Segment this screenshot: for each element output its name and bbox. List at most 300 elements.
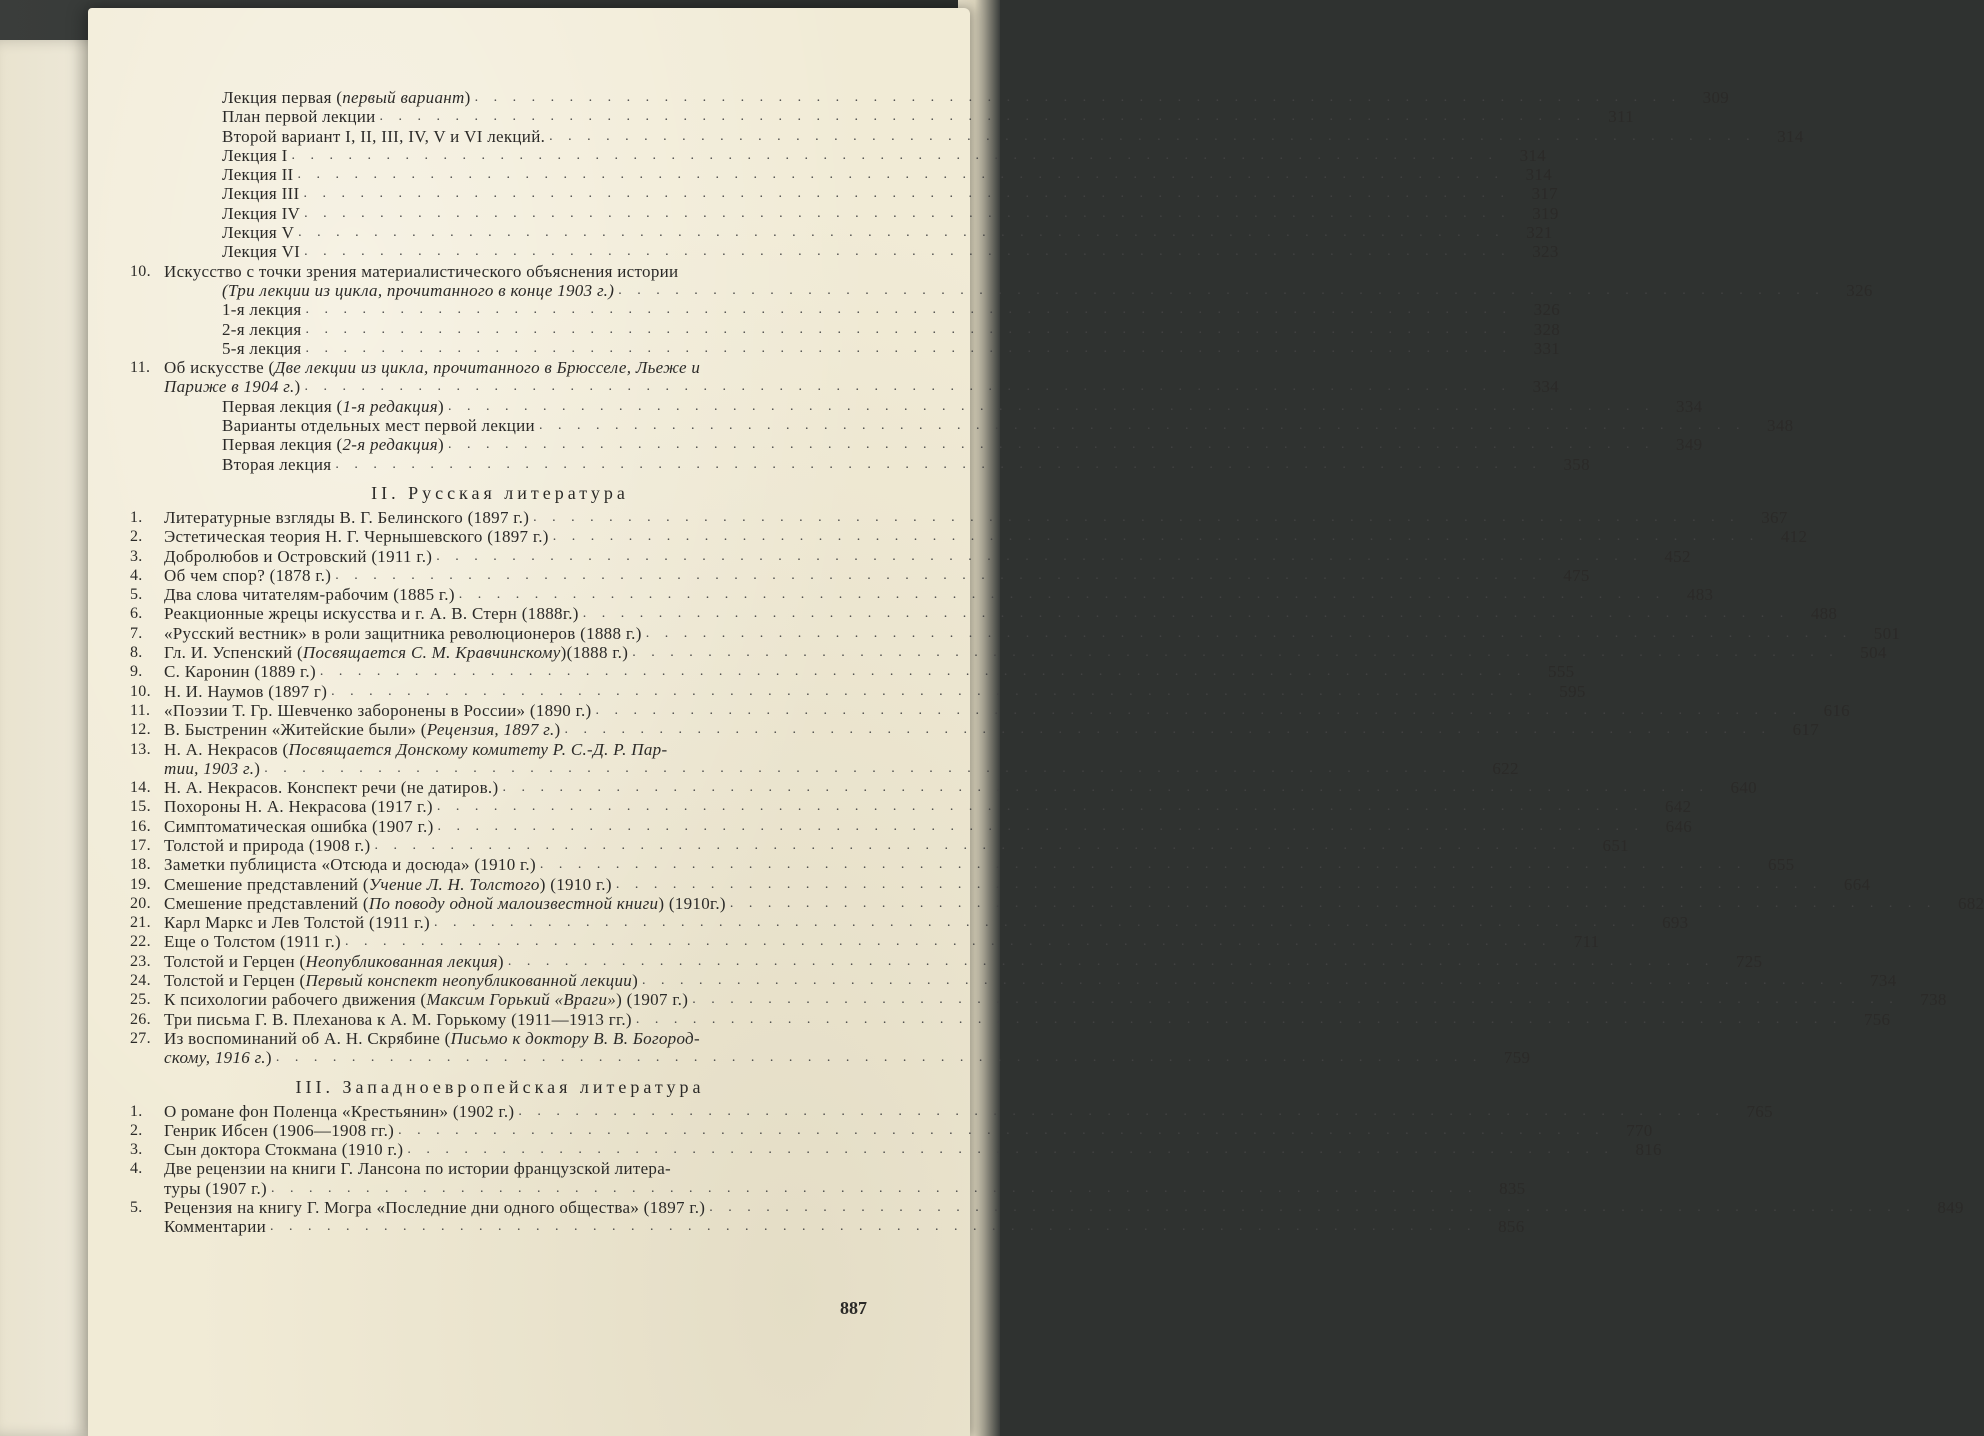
entry-title-italic: Париже в 1904 г. bbox=[164, 377, 295, 397]
entry-page-number: 321 bbox=[1526, 223, 1553, 243]
entry-page-number: 314 bbox=[1777, 126, 1804, 146]
dot-leader bbox=[272, 1048, 1483, 1067]
toc-entry bbox=[130, 507, 1788, 527]
entry-title bbox=[164, 508, 529, 527]
entry-number: 13. bbox=[130, 740, 151, 758]
entry-title-text: Лекция II bbox=[222, 165, 294, 185]
entry-title bbox=[164, 643, 628, 662]
dot-leader bbox=[498, 778, 1709, 797]
toc-entry bbox=[130, 700, 1850, 720]
toc-entry bbox=[130, 416, 1794, 436]
entry-page-number: 323 bbox=[1532, 242, 1559, 262]
toc-entry bbox=[130, 913, 1689, 933]
entry-page-number: 664 bbox=[1843, 874, 1871, 894]
entry-title bbox=[222, 397, 444, 416]
toc-entry bbox=[130, 585, 1714, 605]
dot-leader bbox=[432, 547, 1643, 566]
dot-leader bbox=[260, 759, 1471, 778]
entry-page-number: 314 bbox=[1519, 145, 1547, 165]
dot-leader bbox=[302, 339, 1513, 358]
dot-leader bbox=[705, 1198, 1916, 1217]
entry-title-text: Карл Маркс и Лев Толстой (1911 г.) bbox=[164, 913, 430, 933]
entry-number: 12. bbox=[130, 721, 151, 739]
entry-title bbox=[222, 88, 471, 107]
entry-title bbox=[222, 242, 300, 261]
entry-title bbox=[164, 720, 561, 739]
entry-title-italic: Учение Л. Н. Толстого bbox=[368, 874, 540, 894]
entry-number: 5. bbox=[130, 1199, 143, 1217]
entry-title bbox=[164, 836, 370, 855]
entry-page-number: 616 bbox=[1823, 700, 1850, 720]
entry-title-text: ) bbox=[437, 435, 444, 455]
entry-title-text: ) bbox=[254, 758, 261, 778]
entry-page-number: 326 bbox=[1846, 280, 1873, 300]
entry-title-text: Смешение представлений ( bbox=[164, 874, 369, 894]
entry-number: 8. bbox=[130, 644, 143, 662]
toc-entry bbox=[130, 1217, 1525, 1237]
entry-number: 10. bbox=[130, 262, 151, 280]
entry-page-number: 555 bbox=[1548, 662, 1575, 682]
entry-title-italic: 2-я редакция bbox=[342, 435, 438, 455]
dot-leader bbox=[403, 1140, 1614, 1159]
entry-page-number: 488 bbox=[1810, 604, 1838, 624]
entry-number: 19. bbox=[130, 875, 151, 893]
entry-title bbox=[164, 358, 700, 377]
entry-page-number: 693 bbox=[1662, 913, 1689, 933]
toc-entry bbox=[130, 1029, 870, 1048]
dot-leader bbox=[529, 508, 1740, 527]
entry-title-text: К психологии рабочего движения ( bbox=[164, 990, 427, 1010]
entry-page-number: 334 bbox=[1676, 396, 1703, 416]
entry-page-number: 348 bbox=[1767, 416, 1794, 436]
dot-leader bbox=[688, 990, 1899, 1009]
toc-entry bbox=[130, 816, 1693, 836]
entry-title bbox=[222, 320, 302, 339]
entry-title bbox=[164, 1179, 267, 1198]
entry-title-text: ) (1907 г.) bbox=[616, 990, 689, 1010]
dot-leader bbox=[430, 913, 1641, 932]
dot-leader bbox=[612, 875, 1823, 894]
entry-page-number: 475 bbox=[1563, 565, 1590, 585]
entry-title-italic: тии, 1903 г. bbox=[164, 758, 255, 778]
entry-title bbox=[164, 1159, 671, 1178]
entry-page-number: 711 bbox=[1573, 932, 1600, 952]
entry-title bbox=[222, 127, 545, 146]
dot-leader bbox=[549, 527, 1760, 546]
dot-leader bbox=[300, 242, 1511, 261]
entry-title-text: Первая лекция ( bbox=[222, 396, 343, 416]
entry-title-italic: Первый конспект неопубликованной лекции bbox=[305, 971, 633, 991]
toc-entry bbox=[130, 126, 1804, 146]
entry-title-text: С. Каронин (1889 г.) bbox=[164, 662, 316, 682]
entry-title-text: Н. А. Некрасов ( bbox=[164, 739, 289, 759]
entry-number: 23. bbox=[130, 952, 151, 970]
entry-number: 24. bbox=[130, 972, 151, 990]
toc-entry bbox=[130, 874, 1871, 894]
entry-title bbox=[164, 932, 341, 951]
toc-entry bbox=[130, 1009, 1891, 1029]
entry-page-number: 358 bbox=[1563, 454, 1590, 474]
entry-number: 14. bbox=[130, 779, 151, 797]
dot-leader bbox=[632, 1010, 1843, 1029]
entry-title-text: ) bbox=[437, 396, 444, 416]
toc-entry bbox=[130, 643, 1887, 663]
entry-title bbox=[222, 435, 444, 454]
entry-title bbox=[222, 146, 288, 165]
entry-title-text: Толстой и Герцен ( bbox=[164, 971, 306, 991]
entry-title-text: Похороны Н. А. Некрасова (1917 г.) bbox=[164, 797, 433, 817]
entry-number: 7. bbox=[130, 624, 143, 642]
entry-title bbox=[164, 1140, 403, 1159]
entry-title bbox=[164, 662, 316, 681]
entry-number: 4. bbox=[130, 1160, 143, 1178]
entry-title bbox=[222, 107, 376, 126]
entry-number: 10. bbox=[130, 682, 151, 700]
entry-title-text: Второй вариант I, II, III, IV, V и VI лекций. bbox=[222, 126, 546, 146]
entry-number: 21. bbox=[130, 914, 151, 932]
toc-entry bbox=[130, 396, 1703, 416]
entry-title-text: ) bbox=[497, 951, 504, 971]
entry-title-text: Из воспоминаний об А. Н. Скрябине ( bbox=[164, 1028, 451, 1048]
entry-title-text: Литературные взгляды В. Г. Белинского (1897 г.) bbox=[164, 507, 530, 527]
entry-number: 4. bbox=[130, 566, 143, 584]
toc-entry bbox=[130, 145, 1547, 165]
entry-title bbox=[164, 817, 434, 836]
entry-title bbox=[164, 701, 591, 720]
section-heading: III. Западноевропейская литература bbox=[295, 1076, 705, 1097]
entry-page-number: 835 bbox=[1499, 1178, 1526, 1198]
entry-title bbox=[164, 797, 433, 816]
toc-entry bbox=[130, 338, 1561, 358]
dot-leader bbox=[638, 971, 1849, 990]
entry-page-number: 331 bbox=[1533, 338, 1561, 358]
entry-number: 1. bbox=[130, 508, 143, 526]
entry-page-number: 646 bbox=[1665, 816, 1693, 836]
dot-leader bbox=[294, 165, 1505, 184]
entry-title bbox=[164, 990, 688, 1009]
entry-title bbox=[164, 1048, 272, 1067]
entry-title bbox=[164, 585, 455, 604]
entry-title-text: Лекция VI bbox=[222, 242, 301, 262]
toc-entry bbox=[130, 951, 1763, 971]
entry-page-number: 452 bbox=[1664, 546, 1691, 566]
entry-title-italic: Две лекции из цикла, прочитанного в Брюсселе, Льеже и bbox=[274, 358, 701, 378]
toc-entry bbox=[130, 623, 1901, 643]
entry-page-number: 326 bbox=[1533, 300, 1561, 320]
toc-entry bbox=[130, 319, 1561, 339]
entry-title-text: Добролюбов и Островский (1911 г.) bbox=[164, 546, 433, 566]
entry-title-text: Комментарии bbox=[164, 1217, 267, 1237]
dot-leader bbox=[300, 204, 1511, 223]
entry-number: 1. bbox=[130, 1102, 143, 1120]
dot-leader bbox=[331, 455, 1542, 474]
toc-entry bbox=[130, 377, 1559, 397]
toc-entry bbox=[130, 835, 1629, 855]
entry-number: 22. bbox=[130, 933, 151, 951]
entry-title-text: Искусство с точки зрения материалистического объяснения истории bbox=[164, 261, 679, 281]
entry-title-text: Об чем спор? (1878 г.) bbox=[164, 565, 332, 585]
entry-page-number: 319 bbox=[1532, 203, 1559, 223]
entry-page-number: 738 bbox=[1920, 990, 1947, 1010]
section-heading: II. Русская литература bbox=[371, 482, 629, 503]
dot-leader bbox=[394, 1121, 1605, 1140]
entry-title-text: Лекция IV bbox=[222, 203, 301, 223]
entry-page-number: 504 bbox=[1860, 643, 1887, 663]
entry-number: 25. bbox=[130, 991, 151, 1009]
toc-entry bbox=[130, 662, 1575, 682]
entry-page-number: 765 bbox=[1746, 1101, 1773, 1121]
entry-title-italic: 1-я редакция bbox=[342, 396, 438, 416]
entry-title-text: Смешение представлений ( bbox=[164, 893, 369, 913]
dot-leader bbox=[434, 817, 1645, 836]
entry-title-text: План первой лекции bbox=[222, 107, 376, 127]
entry-page-number: 328 bbox=[1533, 319, 1561, 339]
dot-leader bbox=[642, 624, 1853, 643]
entry-title bbox=[222, 184, 299, 203]
toc-entry bbox=[130, 262, 870, 281]
toc-entry bbox=[130, 797, 1692, 817]
entry-title-text: О романе фон Поленца «Крестьянин» (1902 г.) bbox=[164, 1101, 515, 1121]
toc-entry bbox=[130, 758, 1519, 778]
toc-entry bbox=[130, 932, 1600, 952]
toc-entry bbox=[130, 971, 1897, 991]
dot-leader bbox=[514, 1102, 1725, 1121]
dot-leader bbox=[535, 416, 1746, 435]
dot-leader bbox=[300, 377, 1511, 396]
toc-entry bbox=[130, 1159, 870, 1178]
dot-leader bbox=[370, 836, 1581, 855]
dot-leader bbox=[302, 300, 1513, 319]
entry-title-text: Эстетическая теория Н. Г. Чернышевского (1897 г.) bbox=[164, 527, 549, 547]
dot-leader bbox=[302, 320, 1513, 339]
entry-number: 3. bbox=[130, 1141, 143, 1159]
book-page bbox=[88, 8, 1984, 1436]
toc-entry bbox=[130, 1178, 1526, 1198]
entry-title bbox=[164, 1029, 700, 1048]
entry-title-italic: Посвящается Донскому комитету Р. С.-Д. Р. Пар- bbox=[288, 739, 668, 759]
entry-title-italic: Посвящается С. М. Кравчинскому bbox=[302, 643, 561, 663]
entry-title bbox=[222, 455, 331, 474]
dot-leader bbox=[591, 701, 1802, 720]
dot-leader bbox=[455, 585, 1666, 604]
entry-title bbox=[164, 527, 549, 546]
toc-entry bbox=[130, 990, 1947, 1010]
entry-title-text: Рецензия на книгу Г. Могра «Последние дни одного общества» (1897 г.) bbox=[164, 1198, 706, 1218]
toc-entry bbox=[130, 242, 1559, 262]
entry-title-text: Сын доктора Стокмана (1910 г.) bbox=[164, 1140, 404, 1160]
entry-title-text: Н. И. Наумов (1897 г) bbox=[164, 681, 328, 701]
entry-page-number: 651 bbox=[1602, 835, 1629, 855]
entry-number: 18. bbox=[130, 856, 151, 874]
entry-title bbox=[222, 223, 294, 242]
entry-page-number: 595 bbox=[1559, 681, 1586, 701]
entry-title-text: Лекция V bbox=[222, 223, 295, 243]
toc-entry bbox=[130, 280, 1873, 300]
entry-title-text: Лекция первая ( bbox=[222, 88, 343, 107]
entry-number: 9. bbox=[130, 663, 143, 681]
toc-entry bbox=[130, 435, 1703, 455]
entry-page-number: 334 bbox=[1532, 377, 1559, 397]
entry-title-text: Два слова читателям-рабочим (1885 г.) bbox=[164, 585, 455, 605]
toc-entry bbox=[130, 223, 1553, 243]
dot-leader bbox=[376, 107, 1587, 126]
toc-entry bbox=[130, 1140, 1662, 1160]
entry-title-text: 1-я лекция bbox=[222, 300, 302, 320]
dot-leader bbox=[504, 952, 1715, 971]
entry-title-text: Реакционные жрецы искусства и г. А. В. Стерн (1888г.) bbox=[164, 604, 579, 624]
entry-title bbox=[222, 300, 302, 319]
entry-number: 20. bbox=[130, 894, 151, 912]
dot-leader bbox=[536, 855, 1747, 874]
entry-title-italic: первый вариант bbox=[342, 88, 465, 107]
entry-title bbox=[164, 1198, 705, 1217]
entry-title bbox=[164, 740, 667, 759]
entry-title-text: Н. А. Некрасов. Конспект речи (не датиров.) bbox=[164, 778, 499, 798]
entry-page-number: 483 bbox=[1686, 585, 1714, 605]
entry-title bbox=[164, 604, 579, 623]
toc-entry bbox=[130, 1120, 1653, 1140]
dot-leader bbox=[444, 397, 1655, 416]
entry-title-text: 5-я лекция bbox=[222, 338, 302, 358]
dot-leader bbox=[545, 127, 1756, 146]
entry-title-italic: По поводу одной малоизвестной книги bbox=[368, 893, 659, 913]
toc-entry bbox=[130, 107, 1635, 127]
toc-entry bbox=[130, 1048, 1531, 1068]
toc-entry bbox=[130, 527, 1808, 547]
entry-number: 26. bbox=[130, 1010, 151, 1028]
entry-page-number: 309 bbox=[1702, 88, 1730, 107]
toc-entry bbox=[130, 203, 1559, 223]
entry-page-number: 642 bbox=[1664, 797, 1692, 817]
entry-title-text: ) bbox=[464, 88, 471, 107]
entry-number: 11. bbox=[130, 701, 151, 719]
dot-leader bbox=[628, 643, 1839, 662]
entry-title-text: Лекция III bbox=[222, 184, 300, 204]
entry-page-number: 314 bbox=[1525, 165, 1553, 185]
entry-page-number: 640 bbox=[1730, 778, 1757, 798]
entry-title-text: Генрик Ибсен (1906—1908 гг.) bbox=[164, 1120, 395, 1140]
dot-leader bbox=[341, 932, 1552, 951]
entry-title-text: Толстой и Герцен ( bbox=[164, 951, 306, 971]
toc-entry bbox=[130, 778, 1757, 798]
toc-entry bbox=[130, 681, 1586, 701]
entry-page-number: 856 bbox=[1498, 1217, 1525, 1237]
entry-title-text: ) bbox=[632, 971, 639, 991]
entry-title-italic: Рецензия, 1897 г. bbox=[426, 720, 555, 740]
entry-page-number: 317 bbox=[1531, 184, 1558, 204]
toc-entry bbox=[130, 88, 1730, 107]
toc-entry bbox=[130, 740, 870, 759]
entry-title-text: Вторая лекция bbox=[222, 454, 332, 474]
dot-leader bbox=[266, 1217, 1477, 1236]
entry-title-text: Варианты отдельных мест первой лекции bbox=[222, 416, 535, 436]
entry-title bbox=[164, 971, 638, 990]
entry-number: 27. bbox=[130, 1029, 151, 1047]
entry-page-number: 682 bbox=[1957, 893, 1984, 913]
entry-title bbox=[164, 547, 432, 566]
dot-leader bbox=[267, 1179, 1478, 1198]
entry-title bbox=[164, 913, 430, 932]
entry-title-text: Толстой и природа (1908 г.) bbox=[164, 835, 371, 855]
toc-entry bbox=[130, 358, 870, 377]
entry-title-text: ) bbox=[554, 720, 561, 740]
dot-leader bbox=[614, 281, 1825, 300]
entry-title bbox=[164, 1010, 632, 1029]
entry-page-number: 756 bbox=[1863, 1009, 1891, 1029]
entry-title-text: Об искусстве ( bbox=[164, 358, 275, 378]
toc-entry bbox=[130, 454, 1590, 474]
entry-number: 5. bbox=[130, 586, 143, 604]
dot-leader bbox=[471, 88, 1682, 107]
entry-title-text: Симптоматическая ошибка (1907 г.) bbox=[164, 816, 434, 836]
toc-entry bbox=[130, 184, 1558, 204]
dot-leader bbox=[726, 894, 1937, 913]
entry-title-text: 2-я лекция bbox=[222, 319, 302, 339]
dot-leader bbox=[299, 184, 1510, 203]
entry-page-number: 311 bbox=[1608, 107, 1635, 127]
entry-title bbox=[164, 855, 536, 874]
entry-title bbox=[164, 759, 260, 778]
entry-page-number: 770 bbox=[1626, 1120, 1653, 1140]
entry-title bbox=[164, 624, 642, 643]
entry-page-number: 412 bbox=[1780, 527, 1808, 547]
toc-entry bbox=[130, 1198, 1964, 1218]
entry-page-number: 367 bbox=[1761, 507, 1788, 527]
entry-number: 2. bbox=[130, 1121, 143, 1139]
entry-title-text: Две рецензии на книги Г. Лансона по истории французской литера- bbox=[164, 1159, 672, 1179]
entry-page-number: 734 bbox=[1870, 971, 1897, 991]
entry-title-italic: Письмо к доктору В. В. Богород- bbox=[450, 1028, 700, 1048]
dot-leader bbox=[579, 604, 1790, 623]
entry-title bbox=[164, 778, 498, 797]
entry-title-text: Лекция I bbox=[222, 145, 288, 165]
entry-title-text: ) (1910 г.) bbox=[539, 874, 612, 894]
entry-title-text: Три письма Г. В. Плеханова к А. М. Горькому (1911—1913 гг.) bbox=[164, 1009, 632, 1029]
entry-number: 6. bbox=[130, 605, 143, 623]
entry-title-text: «Русский вестник» в роли защитника революционеров (1888 г.) bbox=[164, 623, 642, 643]
toc-entry bbox=[130, 300, 1561, 320]
entry-title bbox=[164, 875, 612, 894]
entry-number: 17. bbox=[130, 836, 151, 854]
entry-title bbox=[164, 1121, 394, 1140]
entry-page-number: 725 bbox=[1735, 951, 1763, 971]
dot-leader bbox=[331, 566, 1542, 585]
entry-page-number: 622 bbox=[1492, 758, 1519, 778]
toc-entry bbox=[130, 565, 1590, 585]
entry-title-text: туры (1907 г.) bbox=[164, 1178, 267, 1198]
entry-page-number: 349 bbox=[1676, 435, 1703, 455]
entry-title bbox=[164, 262, 678, 281]
toc-entry bbox=[130, 546, 1691, 566]
dot-leader bbox=[561, 720, 1772, 739]
entry-number: 15. bbox=[130, 798, 151, 816]
entry-page-number: 655 bbox=[1768, 855, 1795, 875]
entry-title-text: Гл. И. Успенский ( bbox=[164, 643, 303, 663]
dot-leader bbox=[316, 662, 1527, 681]
dot-leader bbox=[288, 146, 1499, 165]
entry-title-text: Еще о Толстом (1911 г.) bbox=[164, 932, 341, 952]
dot-leader bbox=[444, 435, 1655, 454]
entry-page-number: 849 bbox=[1937, 1198, 1964, 1218]
toc-entry bbox=[130, 604, 1838, 624]
entry-title-italic: Неопубликованная лекция bbox=[305, 951, 498, 971]
entry-title bbox=[222, 281, 614, 300]
entry-title bbox=[164, 566, 331, 585]
entry-number: 2. bbox=[130, 528, 143, 546]
toc-entry bbox=[130, 720, 1819, 740]
entry-title-text: ) bbox=[265, 1048, 272, 1068]
dot-leader bbox=[294, 223, 1505, 242]
